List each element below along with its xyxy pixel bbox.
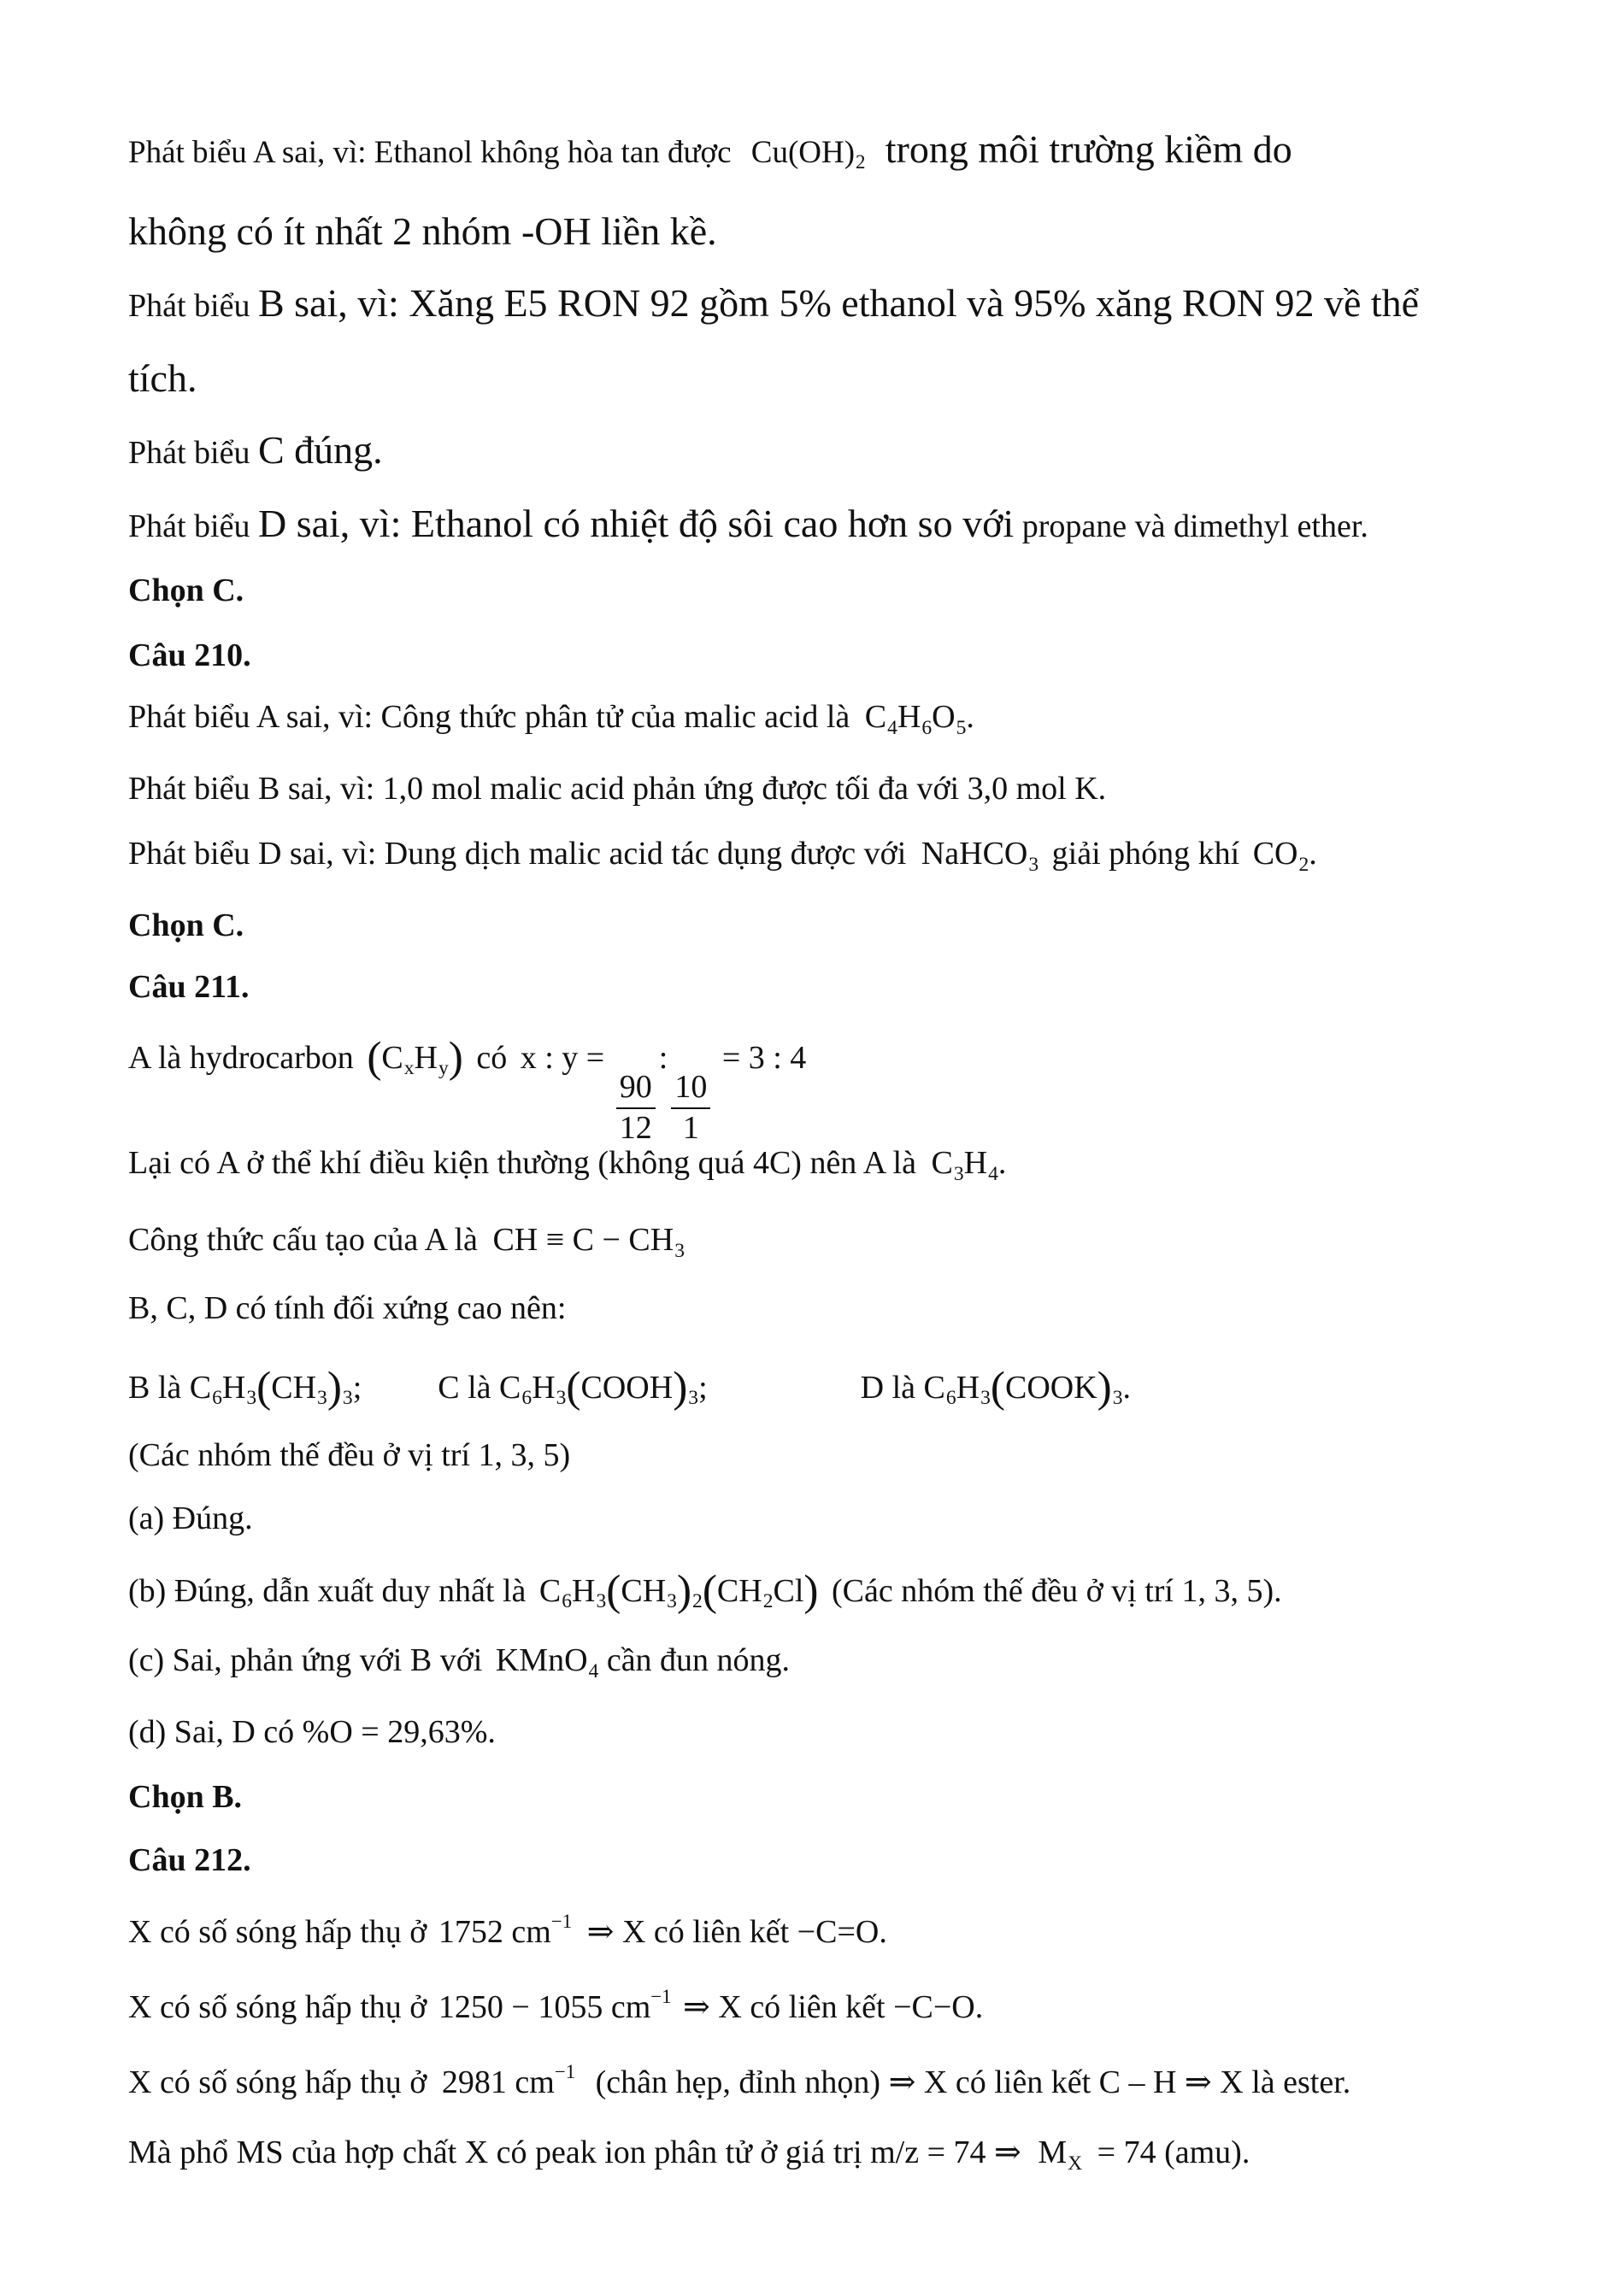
q209-statement-a-cont: không có ít nhất 2 nhóm -OH liền kề. [128,209,717,253]
q210-statement-d: Phát biểu D sai, vì: Dung dịch malic acid tác dụng được với NaHCO$_3$ giải phóng khí $CO_2$. [128,836,1317,876]
q209-answer: Chọn C. [128,573,244,608]
q211-bcd-line [128,1363,1132,1412]
q209-statement-d: Phát biểu D sai, vì: Ethanol có nhiệt độ sôi cao hơn so với propane và dimethyl ether. [128,502,1368,545]
q211-title: Câu 211. [128,969,250,1005]
q212-ir-2981: X có số sóng hấp thụ ở 2981 $cm^{-1}$ (chân hẹp, đỉnh nhọn) ⇒ X có liên kết C – H ⇒ X là ester. [128,2061,1351,2101]
q211-item-c: (c) Sai, phản ứng với B với KMnO$_4$ cần đun nóng. [128,1642,791,1682]
fraction-10-1: $\frac{10}{1}$ [671,1071,710,1146]
q212-title: Câu 212. [128,1842,251,1878]
q211-item-d: (d) Sai, D có %O = 29,63%. [128,1714,496,1750]
q211-positions-note: (Các nhóm thế đều ở vị trí 1, 3, 5) [128,1437,571,1473]
q209-statement-c: Phát biểu C đúng. [128,428,383,472]
q211-ratio-line: A là hydrocarbon $(C_xH_y)$ có x : y = $\frac{90}{12}$ : $\frac{10}{1}$ = 3 : 4 [128,1033,807,1146]
q210-title: Câu 210. [128,637,251,673]
q212-ir-1250-1055: X có số sóng hấp thụ ở 1250 − 1055 $cm^{-1}$ ⇒ X có liên kết −C−O. [128,1986,984,2026]
q210-statement-b: Phát biểu B sai, vì: 1,0 mol malic acid phản ứng được tối đa với 3,0 mol K. [128,771,1107,807]
q211-item-a: (a) Đúng. [128,1500,253,1536]
fraction-90-12: $\frac{90}{12}$ [616,1071,656,1146]
q209-statement-b-cont: tích. [128,356,197,400]
q210-answer: Chọn C. [128,907,244,943]
q211-item-b: (b) Đúng, dẫn xuất duy nhất là $C_6H_3(CH_3)_2(CH_2Cl)$ (Các nhóm thế đều ở vị trí 1, 3, 5). [128,1566,1282,1615]
q211-b-formula: B là $C_6H_3(CH_3)_3$; [128,1363,370,1412]
q212-ir-1752: X có số sóng hấp thụ ở 1752 $cm^{-1}$ ⇒ X có liên kết −C=O. [128,1911,887,1951]
q210-statement-a: Phát biểu A sai, vì: Công thức phân tử của malic acid là $C_4H_6O_5$. [128,699,974,739]
q209-statement-a: Phát biểu A sai, vì: Ethanol không hòa tan được $Cu(OH)_2$ trong môi trường kiềm do [128,127,1292,173]
q211-symmetry-line: B, C, D có tính đối xứng cao nên: [128,1290,567,1326]
q211-c-formula: C là $C_6H_3(COOH)_3$; [438,1363,716,1412]
q211-d-formula: D là $C_6H_3(COOK)_3$. [860,1363,1132,1412]
q211-answer: Chọn B. [128,1779,243,1815]
q209-statement-b: Phát biểu B sai, vì: Xăng E5 RON 92 gồm 5% ethanol và 95% xăng RON 92 về thể [128,281,1420,325]
q211-structure-line: Công thức cấu tạo của A là CH ≡ $C - CH_3$ [128,1222,685,1262]
q212-ms-line: Mà phổ MS của hợp chất X có peak ion phân tử ở giá trị m/z = 74 ⇒ $M_X = 74$ (amu). [128,2135,1250,2175]
q211-gas-line: Lại có A ở thể khí điều kiện thường (không quá 4C) nên A là $C_3H_4$. [128,1145,1007,1185]
